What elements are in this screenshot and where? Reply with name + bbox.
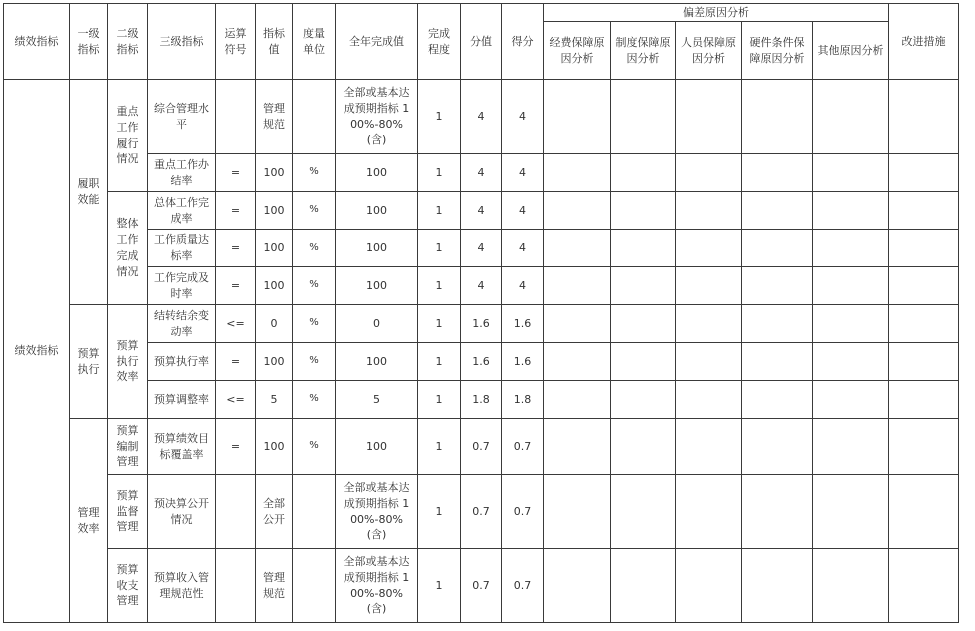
table-row [4,192,959,230]
dev-personnel-cell [676,381,742,419]
dev-hardware-cell [742,80,813,154]
dev-hardware-cell [742,381,813,419]
header-dev-other: 其他原因分析 [813,22,889,80]
dev-other-cell [813,192,889,230]
dev-personnel-cell [676,267,742,305]
dev-funding-cell [544,192,611,230]
table-row [4,80,959,154]
dev-system-cell [611,230,676,267]
dev-other-cell [813,230,889,267]
dev-personnel-cell [676,305,742,343]
dev-personnel-cell [676,230,742,267]
table-row [4,343,959,381]
dev-system-cell [611,192,676,230]
operator-cell: = [216,192,256,230]
dev-personnel-cell [676,343,742,381]
dev-system-cell [611,343,676,381]
target-cell: 管理规范 [256,80,293,154]
level2-overall-work: 整体工作完成情况 [108,192,148,305]
dev-system-cell [611,419,676,475]
dev-personnel-cell [676,154,742,192]
header-level2: 二级指标 [108,4,148,80]
degree-cell: 1 [418,80,461,154]
target-cell: 全部公开 [256,475,293,549]
level3-cell: 工作质量达标率 [148,230,216,267]
table-row [4,305,959,343]
dev-system-cell [611,475,676,549]
dev-other-cell [813,419,889,475]
dev-other-cell [813,381,889,419]
score-value-cell: 1.6 [461,305,502,343]
improvement-cell [889,549,959,623]
dev-system-cell [611,80,676,154]
header-dev-hardware: 硬件条件保障原因分析 [742,22,813,80]
table-row [4,381,959,419]
unit-cell: % [293,305,336,343]
header-score-value: 分值 [461,4,502,80]
header-deviation-group: 偏差原因分析 [544,4,889,22]
dev-system-cell [611,267,676,305]
level3-cell: 结转结余变动率 [148,305,216,343]
dev-system-cell [611,381,676,419]
dev-hardware-cell [742,154,813,192]
annual-value-cell: 100 [336,230,418,267]
dev-other-cell [813,267,889,305]
performance-evaluation-table [3,3,959,623]
table-row [4,475,959,549]
dev-hardware-cell [742,419,813,475]
score-value-cell: 0.7 [461,419,502,475]
improvement-cell [889,475,959,549]
dev-funding-cell [544,154,611,192]
score-cell: 1.6 [502,343,544,381]
dev-funding-cell [544,230,611,267]
score-cell: 1.6 [502,305,544,343]
improvement-cell [889,154,959,192]
degree-cell: 1 [418,419,461,475]
annual-value-cell: 100 [336,343,418,381]
level3-cell: 预算调整率 [148,381,216,419]
dev-personnel-cell [676,419,742,475]
score-value-cell: 1.6 [461,343,502,381]
level1-management: 管理效率 [70,419,108,623]
dev-other-cell [813,154,889,192]
target-cell: 100 [256,154,293,192]
score-value-cell: 0.7 [461,549,502,623]
dev-funding-cell [544,381,611,419]
score-value-cell: 4 [461,230,502,267]
header-dev-personnel: 人员保障原因分析 [676,22,742,80]
row-group-label: 绩效指标 [4,80,70,623]
score-cell: 4 [502,154,544,192]
dev-hardware-cell [742,549,813,623]
unit-cell [293,475,336,549]
dev-hardware-cell [742,343,813,381]
dev-hardware-cell [742,475,813,549]
improvement-cell [889,267,959,305]
score-cell: 4 [502,230,544,267]
dev-other-cell [813,475,889,549]
degree-cell: 1 [418,549,461,623]
dev-funding-cell [544,305,611,343]
score-cell: 1.8 [502,381,544,419]
annual-value-cell: 0 [336,305,418,343]
degree-cell: 1 [418,475,461,549]
target-cell: 0 [256,305,293,343]
degree-cell: 1 [418,381,461,419]
dev-hardware-cell [742,305,813,343]
operator-cell: = [216,343,256,381]
header-improvement: 改进措施 [889,4,959,80]
table-row [4,419,959,475]
level3-cell: 预算收入管理规范性 [148,549,216,623]
annual-value-cell: 100 [336,267,418,305]
dev-personnel-cell [676,80,742,154]
level3-cell: 预决算公开情况 [148,475,216,549]
annual-value-cell: 全部或基本达成预期指标 100%-80%(含) [336,80,418,154]
target-cell: 100 [256,230,293,267]
level1-budget-exec: 预算执行 [70,305,108,419]
operator-cell: = [216,230,256,267]
operator-cell: = [216,267,256,305]
table-row [4,154,959,192]
score-cell: 4 [502,267,544,305]
level3-cell: 重点工作办结率 [148,154,216,192]
unit-cell: % [293,154,336,192]
header-row-1 [4,4,959,22]
header-level1: 一级指标 [70,4,108,80]
score-cell: 0.7 [502,419,544,475]
annual-value-cell: 100 [336,154,418,192]
target-cell: 管理规范 [256,549,293,623]
unit-cell: % [293,192,336,230]
improvement-cell [889,419,959,475]
improvement-cell [889,343,959,381]
score-value-cell: 4 [461,154,502,192]
degree-cell: 1 [418,343,461,381]
dev-system-cell [611,305,676,343]
target-cell: 100 [256,419,293,475]
level3-cell: 总体工作完成率 [148,192,216,230]
degree-cell: 1 [418,192,461,230]
degree-cell: 1 [418,154,461,192]
level3-cell: 综合管理水平 [148,80,216,154]
target-cell: 100 [256,192,293,230]
dev-personnel-cell [676,549,742,623]
score-value-cell: 4 [461,80,502,154]
operator-cell [216,475,256,549]
improvement-cell [889,381,959,419]
header-degree: 完成程度 [418,4,461,80]
unit-cell: % [293,230,336,267]
level2-budget-income: 预算收支管理 [108,549,148,623]
score-value-cell: 1.8 [461,381,502,419]
header-dev-funding: 经费保障原因分析 [544,22,611,80]
dev-funding-cell [544,267,611,305]
degree-cell: 1 [418,230,461,267]
degree-cell: 1 [418,305,461,343]
unit-cell: % [293,381,336,419]
target-cell: 100 [256,267,293,305]
operator-cell [216,80,256,154]
unit-cell [293,80,336,154]
dev-other-cell [813,549,889,623]
dev-other-cell [813,305,889,343]
level3-cell: 预算执行率 [148,343,216,381]
dev-system-cell [611,154,676,192]
level2-key-work: 重点工作履行情况 [108,80,148,192]
level2-budget-supervision: 预算监督管理 [108,475,148,549]
dev-system-cell [611,549,676,623]
dev-funding-cell [544,80,611,154]
improvement-cell [889,230,959,267]
level2-budget-prep: 预算编制管理 [108,419,148,475]
level2-budget-exec-eff: 预算执行效率 [108,305,148,419]
dev-funding-cell [544,343,611,381]
improvement-cell [889,192,959,230]
dev-hardware-cell [742,267,813,305]
dev-personnel-cell [676,475,742,549]
annual-value-cell: 5 [336,381,418,419]
header-annual-value: 全年完成值 [336,4,418,80]
operator-cell: <= [216,381,256,419]
unit-cell [293,549,336,623]
unit-cell: % [293,419,336,475]
table-row [4,549,959,623]
annual-value-cell: 全部或基本达成预期指标 100%-80%(含) [336,549,418,623]
target-cell: 100 [256,343,293,381]
dev-personnel-cell [676,192,742,230]
annual-value-cell: 100 [336,419,418,475]
dev-hardware-cell [742,230,813,267]
unit-cell: % [293,343,336,381]
target-cell: 5 [256,381,293,419]
header-dev-system: 制度保障原因分析 [611,22,676,80]
operator-cell: = [216,419,256,475]
score-cell: 0.7 [502,549,544,623]
operator-cell: <= [216,305,256,343]
header-target: 指标值 [256,4,293,80]
header-unit: 度量单位 [293,4,336,80]
score-value-cell: 4 [461,192,502,230]
dev-funding-cell [544,419,611,475]
operator-cell [216,549,256,623]
level3-cell: 预算绩效目标覆盖率 [148,419,216,475]
dev-funding-cell [544,549,611,623]
score-cell: 4 [502,80,544,154]
operator-cell: = [216,154,256,192]
score-cell: 4 [502,192,544,230]
dev-other-cell [813,80,889,154]
unit-cell: % [293,267,336,305]
header-level3: 三级指标 [148,4,216,80]
level3-cell: 工作完成及时率 [148,267,216,305]
header-operator: 运算符号 [216,4,256,80]
score-cell: 0.7 [502,475,544,549]
improvement-cell [889,305,959,343]
header-score: 得分 [502,4,544,80]
dev-hardware-cell [742,192,813,230]
header-indicator: 绩效指标 [4,4,70,80]
annual-value-cell: 全部或基本达成预期指标 100%-80%(含) [336,475,418,549]
dev-other-cell [813,343,889,381]
degree-cell: 1 [418,267,461,305]
table-row [4,267,959,305]
score-value-cell: 4 [461,267,502,305]
score-value-cell: 0.7 [461,475,502,549]
table-row [4,230,959,267]
level1-duty: 履职效能 [70,80,108,305]
improvement-cell [889,80,959,154]
dev-funding-cell [544,475,611,549]
annual-value-cell: 100 [336,192,418,230]
